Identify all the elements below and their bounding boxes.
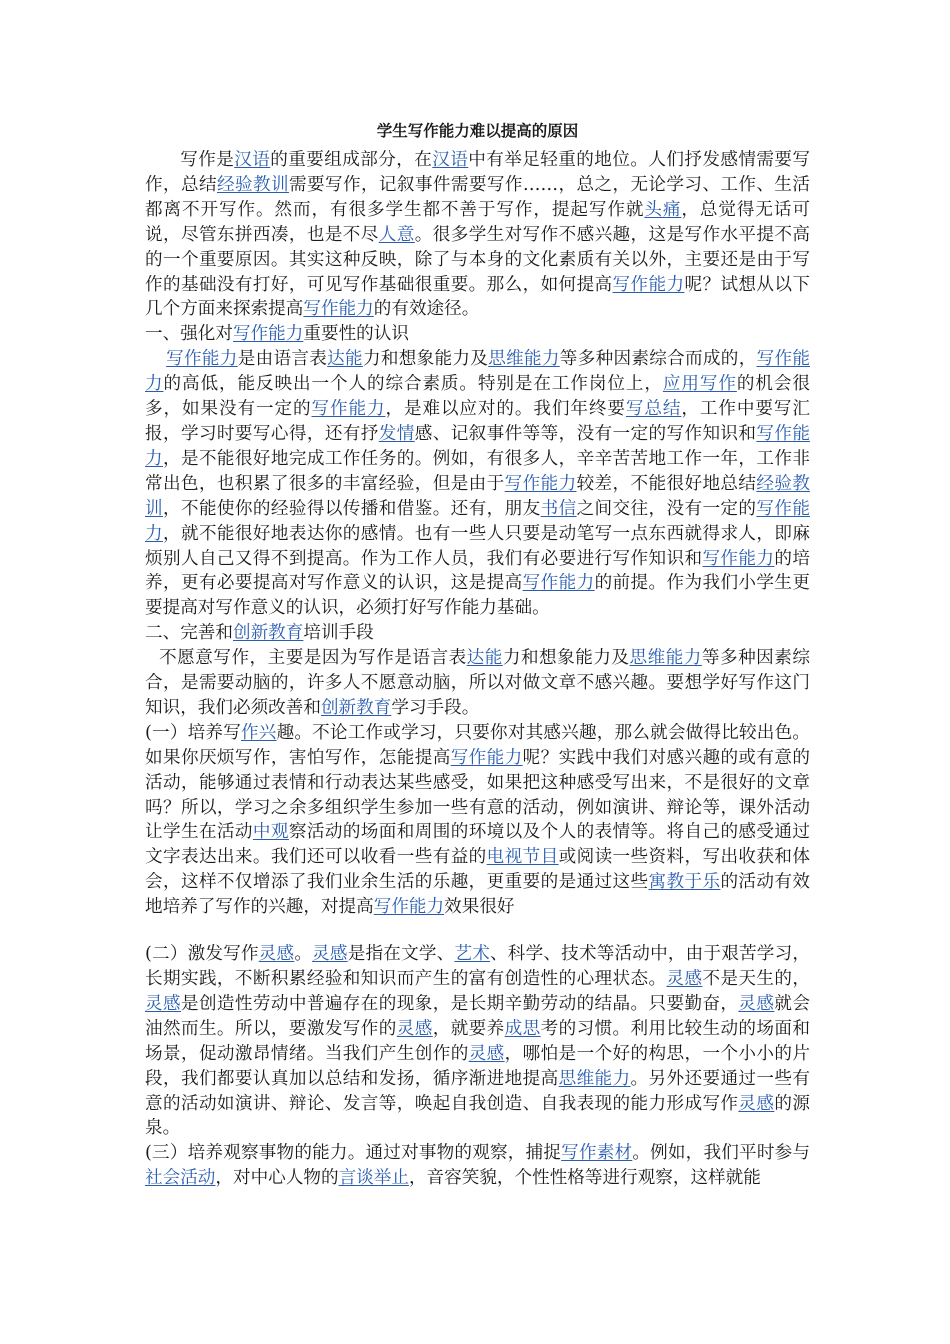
keyword-link[interactable]: 灵感 (396, 1018, 433, 1039)
keyword-link[interactable]: 书信 (540, 498, 577, 519)
section-1-paragraph: 写作能力是由语言表达能力和想象能力及思维能力等多种因素综合而成的，写作能力的高低，能反映出一个人的综合素质。特别是在工作岗位上，应用写作的机会很多，如果没有一定的写作能力，是难以应对的。我们年终要写总结，工作中要写汇报，学习时要写心得，还有抒发情感、记叙事件等等，没有一定的写作知识和写作能力，是不能很好地完成工作任务的。例如，有很多人，辛辛苦苦地工作一年，工作非常出色，也积累了很多的丰富经验，但是由于写作能力较差，不能很好地总结经验教训，不能使你的经验得以传播和借鉴。还有，朋友书信之间交往，没有一定的写作能力，就不能很好地表达你的感情。也有一些人只要是动笔写一点东西就得求人，即麻烦别人自己又得不到提高。作为工作人员，我们有必要进行写作知识和写作能力的培养，更有必要提高对写作意义的认识，这是提高写作能力的前提。作为我们小学生更要提高对写作意义的认识，必须打好写作能力基础。 (145, 349, 810, 619)
subsection-1-paragraph: (一）培养写作兴趣。不论工作或学习，只要你对其感兴趣，那么就会做得比较出色。如果你厌烦写作，害怕写作，怎能提高写作能力呢？实践中我们对感兴趣的或有意的活动，能够通过表情和行动表达某些感受，如果把这种感受写出来，不是很好的文章吗？所以，学习之余多组织学生参加一些有意的活动，例如演讲、辩论等，课外活动让学生在活动中观察活动的场面和周围的环境以及个人的表情等。将自己的感受通过文字表达出来。我们还可以收看一些有益的电视节目或阅读一些资料，写出收获和体会，这样不仅增添了我们业余生活的乐趣，更重要的是通过这些寓教于乐的活动有效地培养了写作的兴趣，对提高写作能力效果很好 (145, 722, 810, 918)
keyword-link[interactable]: 写作能力 (145, 423, 810, 469)
blank-line (145, 920, 810, 942)
intro-paragraph: 写作是汉语的重要组成部分，在汉语中有举足轻重的地位。人们抒发感情需要写作，总结经验教训需要写作，记叙事件需要写作……，总之，无论学习、工作、生活都离不开写作。然而，有很多学生都不善于写作，提起写作就头痛，总觉得无话可说，尽管东拼西凑，也是不尽人意。很多学生对写作不感兴趣，这是写作水平提不高的一个重要原因。其实这种反映，除了与本身的文化素质有关以外，主要还是由于写作的基础没有打好，可见写作基础很重要。那么，如何提高写作能力呢？试想从以下几个方面来探索提高写作能力的有效途径。 (145, 150, 810, 320)
keyword-link[interactable]: 写作能力 (303, 299, 374, 320)
keyword-link[interactable]: 达能 (327, 349, 363, 370)
document-title: 学生写作能力难以提高的原因 (376, 122, 579, 140)
keyword-link[interactable]: 中观 (252, 822, 289, 843)
keyword-link[interactable]: 达能 (466, 648, 503, 669)
keyword-link[interactable]: 灵感 (312, 944, 348, 965)
keyword-link[interactable]: 艺术 (454, 944, 491, 965)
keyword-link[interactable]: 经验教训 (216, 174, 289, 195)
subsection-3-paragraph: (三）培养观察事物的能力。通过对事物的观察，捕捉写作素材。例如，我们平时参与社会活动，对中心人物的言谈举止，音容笑貌，个性性格等进行观察，这样就能 (145, 1143, 810, 1189)
keyword-link[interactable]: 汉语 (432, 150, 469, 170)
keyword-link[interactable]: 思维能力 (558, 1068, 631, 1089)
keyword-link[interactable]: 作兴 (241, 722, 277, 743)
keyword-link[interactable]: 发情 (378, 423, 415, 444)
keyword-link[interactable]: 写总结 (625, 399, 682, 420)
section-heading-1: 一、强化对写作能力重要性的认识 (145, 324, 409, 345)
keyword-link[interactable]: 写作能力 (522, 573, 595, 594)
keyword-link[interactable]: 言谈举止 (338, 1168, 409, 1189)
subsection-2-paragraph: (二）激发写作灵感。灵感是指在文学、艺术、科学、技术等活动中，由于艰苦学习，长期实践，不断积累经验和知识而产生的富有创造性的心理状态。灵感不是天生的，灵感是创造性劳动中普遍存在的现象，是长期辛勤劳动的结晶。只要勤奋，灵感就会油然而生。所以，要激发写作的灵感，就要养成思考的习惯。利用比较生动的场面和场景，促动激昂情绪。当我们产生创作的灵感，哪怕是一个好的构思，一个小小的片段，我们都要认真加以总结和发扬，循序渐进地提高思维能力。另外还要通过一些有意的活动如演讲、辩论、发言等，唤起自我创造、自我表现的能力形成写作灵感的源泉。 (145, 944, 810, 1139)
keyword-link[interactable]: 应用写作 (662, 374, 737, 395)
keyword-link[interactable]: 写作能力 (373, 897, 445, 918)
keyword-link[interactable]: 人意 (378, 224, 415, 245)
keyword-link[interactable]: 头痛 (644, 199, 682, 220)
keyword-link[interactable]: 灵感 (145, 993, 181, 1014)
keyword-link[interactable]: 灵感 (468, 1043, 505, 1064)
keyword-link[interactable]: 灵感 (666, 969, 703, 989)
keyword-link[interactable]: 写作能力 (504, 473, 577, 494)
keyword-link[interactable]: 经验教训 (145, 473, 810, 519)
section-2-paragraph: 不愿意写作，主要是因为写作是语言表达能力和想象能力及思维能力等多种因素综合，是需要动脑的，许多人不愿意动脑，所以对做文章不感兴趣。要想学好写作这门知识，我们必须改善和创新教育学习手段。 (145, 648, 810, 718)
keyword-link[interactable]: 寓教于乐 (648, 872, 721, 893)
keyword-link[interactable]: 写作能力 (232, 324, 304, 345)
keyword-link[interactable]: 社会活动 (145, 1168, 216, 1189)
keyword-link[interactable]: 成思 (504, 1018, 541, 1039)
keyword-link[interactable]: 写作能力 (311, 399, 386, 420)
keyword-link[interactable]: 写作能力 (612, 274, 685, 295)
keyword-link[interactable]: 写作素材 (561, 1143, 633, 1164)
keyword-link[interactable]: 思维能力 (629, 648, 702, 669)
keyword-link[interactable]: 写作能力 (145, 349, 810, 395)
keyword-link[interactable]: 创新教育 (232, 623, 304, 644)
keyword-link[interactable]: 写作能力 (145, 498, 810, 544)
keyword-link[interactable]: 创新教育 (320, 697, 392, 718)
section-heading-2: 二、完善和创新教育培训手段 (145, 623, 374, 644)
keyword-link[interactable]: 电视节目 (486, 847, 559, 868)
keyword-link[interactable]: 写作能力 (702, 548, 775, 569)
keyword-link[interactable]: 写作能力 (450, 747, 523, 768)
keyword-link[interactable]: 写作能力 (166, 349, 238, 370)
keyword-link[interactable]: 思维能力 (488, 349, 560, 370)
keyword-link[interactable]: 灵感 (258, 944, 295, 965)
keyword-link[interactable]: 灵感 (738, 1093, 775, 1114)
keyword-link[interactable]: 灵感 (738, 993, 775, 1014)
keyword-link[interactable]: 汉语 (234, 150, 271, 170)
document-page (145, 120, 810, 1191)
